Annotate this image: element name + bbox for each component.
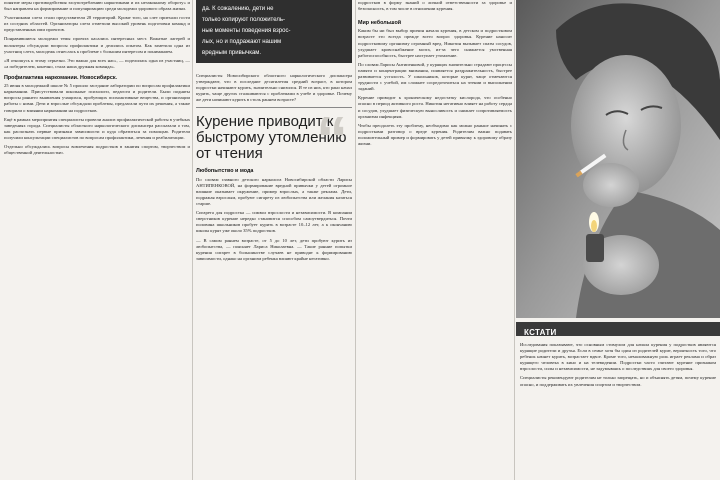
article-photo [516,0,720,318]
article-paragraph: Специалисты рекомендуют родителям не только запрещать, но и объяснять детям, почему курение опасно, и поддерживать их увлечения спортом и творчеством. [520,375,716,387]
pull-quote-block [196,0,352,63]
pull-quote-line: лых, но и подражают нашим [202,39,282,45]
article-paragraph: — В самом раннем возрасте, от 5 до 10 лет, дети пробуют курить из любопытства, — поясняет Лариса Николаевна. — Такие ранние попытки курения сигарет в большинстве случаев не приводят к формированию зависимости, однако на организм ребенка влияют крайне негативно. [196,237,352,261]
pull-quote-line: вредным привычкам. [202,50,262,56]
column-divider [355,0,356,480]
smoking-teen-photo [516,0,720,318]
sidebar-box-header [516,322,720,336]
pull-quote-line: ные моменты поведения взрос- [202,28,291,34]
column-2 [196,0,352,480]
article-paragraph: Участниками слета стали представители 28 территорий. Кроме того, на слет приехали гости из соседних областей. Организаторы слета отметили высокий уровень подготовки команд и представленных ими проектов. [4,15,190,33]
quote-mark-icon: “ [316,103,348,176]
article-paragraph: По словам Ларисы Антипенковой, у курящих значительно страдают процессы памяти и концентрации внимания, появляется раздражительность, быстрее развивается усталость. У школьников, которые курят, чаще отмечаются трудности с учебой, им сложнее сосредоточиться на чтении и выполнении заданий. [358,61,512,92]
sidebar-box-body [520,342,716,478]
article-paragraph: Исследования показывают, что основным стимулом для начала курения у подростков являются курящие родители и друзья. Если в семье хотя бы один из родителей курит, вероятность того, что ребенок начнет курить, возрастает вдвое. Кроме того, немаловажную роль играет реклама и образ курящего человека в кино и на телевидении. Подростки часто считают курение признаком взрослости, силы и независимости, не задумываясь о последствиях для своего здоровья. [520,342,716,372]
article-paragraph: Ещё в рамках мероприятия специалисты провели анализ профилактической работы в учебных заведениях города. Специалисты областного наркологического диспансера рассказали о том, как распознать первые признаки зависимости и куда обратиться за помощью. Родители получили консультации специалистов по вопросам профилактики, лечения и реабилитации. [4,116,190,140]
column-3 [358,0,512,480]
column-1 [4,0,190,480]
column-divider [514,0,515,480]
article-paragraph: «Я отношусь к этому серьезно. Это важно для всех нас», — поделилась одна из участниц, — «а победителем, конечно, стала наша дружная команда». [4,57,190,69]
article-paragraph: Курение приводит к хроническому недостатку кислорода, что особенно опасно в период активного роста. Никотин негативно влияет на работу сердца и сосудов, ухудшает физическую выносливость и снижает сопротивляемость организма инфекциям. [358,95,512,119]
article-paragraph: Каким бы ни был выбор причин начала курения, в детском и подростковом возрасте это всегда прежде всего вопрос здоровья. Курение наносит подростковому организму огромный вред. Никотин вызывает спазм сосудов, ухудшает кровоснабжение мозга, из-за чего снижается умственная работоспособность, быстрее наступает утомление. [358,28,512,58]
section-subhead: Любопытство и мода [196,168,254,175]
article-paragraph: Специалисты Новосибирского областного наркологического диспансера утверждают, что в последние десятилетия средний возраст, в котором подростки начинают курить, значительно снизился. И те из них, кто рано начал курить, чаще других сталкиваются с проблемами в учебе и здоровье. Почему же дети начинают курить в столь раннем возрасте? [196,73,352,103]
article-paragraph: 25 июня в молодежной школе № 5 прошло заседание лаборатории по вопросам профилактики наркомании. Присутствовали школьные психологи, педагоги и родители. Были подняты вопросы раннего выявления учащихся, пробующих психоактивные вещества, и организации работы с ними. Дети и взрослые обсуждали проблемы, предлагали пути их решения, а также говорили о влиянии наркомании на подростков. [4,83,190,113]
article-paragraph: подростков в форму знаний о личной ответственности за здоровье и безопасность, в том числе в отношении курения. [358,0,512,12]
section-subhead: Профилактика наркомании. Новосибирск. [4,74,118,81]
article-paragraph: понятие меры противодействия злоупотреблению наркотиками и их незаконному обороту» и был направлен на формирование и популяризацию среди молодежи здорового образа жизни. [4,0,190,12]
article-paragraph: Отдельно обсуждались вопросы вовлечения подростков в занятия спортом, творчеством и общественной деятельностью. [4,143,190,156]
article-headline: Курение приводит к быстрому утомлению от чтения [196,113,347,163]
section-subhead: Мир небольшой [358,20,402,27]
article-paragraph: Чтобы преодолеть эту проблему, необходимо как можно раньше начинать с подростками разговор о вреде курения. Родителям важно подавать положительный пример и формировать у детей привычку к здоровому образу жизни. [358,122,512,146]
column-divider [192,0,193,480]
pull-quote-line: да. К сожалению, дети не [202,6,274,12]
article-paragraph: Понравившиеся молодежи темы проекта касались интересных мест. Вожатые лагерей и волонтеры обсуждали вопросы профилактики и делились опытом. Как заметила одна из участниц слета, молодежь отнеслась к проблеме с большим интересом и пониманием. [4,36,190,54]
sidebar-box-title: КСТАТИ [524,328,557,337]
article-paragraph: Сигарета для подростка — символ взрослости и независимости. В компании сверстников курение нередко становится способом самоутвердиться. Почти половина школьников пробует курить в возрасте 10–12 лет, а к окончанию школы курят уже около 35% подростков. [196,210,352,234]
article-paragraph: По словам главного детского нарколога Новосибирской области Ларисы АНТИПЕНКОВОЙ, на формирование вредной привычки у детей огромное влияние оказывает окружение, пример взрослых, а также реклама. Дети, подражая взрослым, пробуют сигарету из любопытства или желания казаться старше. [196,176,352,207]
pull-quote-line: только копируют положитель- [202,17,285,23]
